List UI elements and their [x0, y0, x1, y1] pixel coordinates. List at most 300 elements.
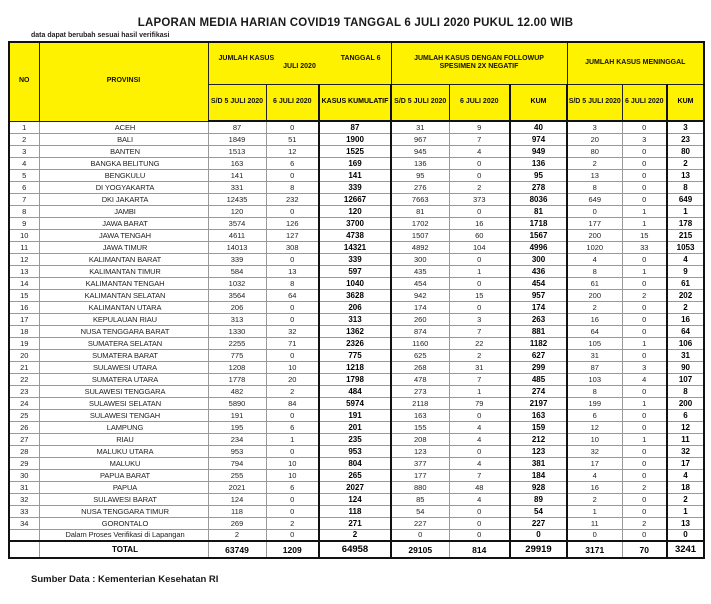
row-province: PAPUA: [39, 481, 208, 493]
row-value: 95: [510, 169, 567, 181]
row-value: 32: [266, 325, 319, 337]
col-group-jumlah-kasus: [208, 42, 391, 84]
row-value: 31: [449, 361, 510, 373]
row-value: 0: [510, 529, 567, 541]
row-value: 51: [266, 133, 319, 145]
row-value: 31: [391, 121, 449, 133]
row-value: 957: [510, 289, 567, 301]
row-value: 7663: [391, 193, 449, 205]
row-value: 4: [567, 253, 622, 265]
row-value: 0: [622, 385, 667, 397]
row-value: 61: [567, 277, 622, 289]
row-province: PAPUA BARAT: [39, 469, 208, 481]
row-value: 195: [208, 421, 266, 433]
row-value: 126: [266, 217, 319, 229]
row-value: 4: [622, 373, 667, 385]
row-value: 2: [667, 301, 704, 313]
row-value: 0: [622, 157, 667, 169]
row-value: 3: [622, 133, 667, 145]
row-value: 200: [667, 397, 704, 409]
row-value: 1: [622, 433, 667, 445]
header-group-row: [9, 42, 704, 84]
row-no: 6: [9, 181, 39, 193]
row-province: MALUKU: [39, 457, 208, 469]
row-value: 260: [391, 313, 449, 325]
row-province: KEPULAUAN RIAU: [39, 313, 208, 325]
row-value: 81: [510, 205, 567, 217]
row-value: 339: [319, 253, 391, 265]
row-value: 271: [319, 517, 391, 529]
row-value: 90: [667, 361, 704, 373]
row-value: 141: [208, 169, 266, 181]
row-value: 85: [391, 493, 449, 505]
row-no: 28: [9, 445, 39, 457]
table-body: [9, 121, 704, 558]
row-value: 3700: [319, 217, 391, 229]
row-value: 11: [667, 433, 704, 445]
row-value: 120: [208, 205, 266, 217]
row-value: 0: [622, 457, 667, 469]
row-value: 949: [510, 145, 567, 157]
row-value: 8: [567, 265, 622, 277]
row-province: SULAWESI SELATAN: [39, 397, 208, 409]
row-value: 0: [449, 253, 510, 265]
row-value: 584: [208, 265, 266, 277]
row-no: 30: [9, 469, 39, 481]
table-row: [9, 193, 704, 205]
row-value: 1: [667, 505, 704, 517]
row-value: 0: [266, 445, 319, 457]
row-value: 227: [510, 517, 567, 529]
row-value: 3: [667, 121, 704, 133]
row-value: 649: [567, 193, 622, 205]
row-province: KALIMANTAN TENGAH: [39, 277, 208, 289]
table-row: [9, 133, 704, 145]
row-value: 0: [449, 517, 510, 529]
row-province: BALI: [39, 133, 208, 145]
row-value: 155: [391, 421, 449, 433]
row-province: DKI JAKARTA: [39, 193, 208, 205]
row-value: 274: [510, 385, 567, 397]
row-value: 1849: [208, 133, 266, 145]
row-value: 32: [667, 445, 704, 457]
row-value: 15: [449, 289, 510, 301]
row-value: 191: [208, 409, 266, 421]
row-province: LAMPUNG: [39, 421, 208, 433]
row-value: 313: [208, 313, 266, 325]
row-province: KALIMANTAN TIMUR: [39, 265, 208, 277]
row-value: 874: [391, 325, 449, 337]
row-value: 2: [567, 157, 622, 169]
row-value: 928: [510, 481, 567, 493]
row-no: 1: [9, 121, 39, 133]
row-value: 2021: [208, 481, 266, 493]
total-value: 29105: [391, 541, 449, 558]
row-value: 8: [266, 181, 319, 193]
row-value: 13: [667, 169, 704, 181]
row-value: 6: [266, 421, 319, 433]
row-no: 15: [9, 289, 39, 301]
row-value: 0: [266, 169, 319, 181]
row-province: BANGKA BELITUNG: [39, 157, 208, 169]
row-value: 177: [391, 469, 449, 481]
row-value: 2326: [319, 337, 391, 349]
row-value: 4: [567, 469, 622, 481]
row-value: 0: [622, 253, 667, 265]
row-value: 478: [391, 373, 449, 385]
row-value: 17: [667, 457, 704, 469]
row-province: NUSA TENGGARA TIMUR: [39, 505, 208, 517]
row-value: 177: [567, 217, 622, 229]
row-value: 485: [510, 373, 567, 385]
table-row: [9, 469, 704, 481]
total-value: 1209: [266, 541, 319, 558]
row-value: 200: [567, 289, 622, 301]
row-value: 3: [622, 361, 667, 373]
row-value: 1: [622, 217, 667, 229]
total-label: TOTAL: [39, 541, 208, 558]
row-province: DI YOGYAKARTA: [39, 181, 208, 193]
row-value: 967: [391, 133, 449, 145]
row-province: BANTEN: [39, 145, 208, 157]
row-value: 2: [622, 517, 667, 529]
row-value: 0: [266, 301, 319, 313]
row-value: 200: [567, 229, 622, 241]
row-value: 16: [567, 313, 622, 325]
row-value: 1900: [319, 133, 391, 145]
row-value: 4996: [510, 241, 567, 253]
row-value: 11: [567, 517, 622, 529]
row-value: 5890: [208, 397, 266, 409]
row-no: 17: [9, 313, 39, 325]
row-value: 4611: [208, 229, 266, 241]
row-value: 2118: [391, 397, 449, 409]
table-row: [9, 145, 704, 157]
row-value: 942: [391, 289, 449, 301]
row-value: 13: [567, 169, 622, 181]
row-no: 20: [9, 349, 39, 361]
row-value: 0: [622, 121, 667, 133]
row-value: 105: [567, 337, 622, 349]
row-value: 2: [622, 289, 667, 301]
row-no: 14: [9, 277, 39, 289]
row-province: SUMATERA BARAT: [39, 349, 208, 361]
row-value: 20: [266, 373, 319, 385]
row-value: 0: [266, 121, 319, 133]
row-value: 17: [567, 457, 622, 469]
total-value: 70: [622, 541, 667, 558]
row-value: 169: [319, 157, 391, 169]
row-value: 14013: [208, 241, 266, 253]
row-value: 64: [567, 325, 622, 337]
row-value: 1507: [391, 229, 449, 241]
subheader-kasus-sd5: S/D 5 JULI 2020: [208, 84, 266, 121]
row-value: 9: [449, 121, 510, 133]
row-value: 2: [622, 481, 667, 493]
row-value: 0: [622, 421, 667, 433]
row-value: 0: [266, 349, 319, 361]
row-value: 0: [622, 193, 667, 205]
subheader-meninggal-kum: KUM: [667, 84, 704, 121]
row-value: 64: [266, 289, 319, 301]
source-note: Sumber Data : Kementerian Kesehatan RI: [31, 574, 219, 585]
row-value: 40: [510, 121, 567, 133]
row-value: 2: [567, 301, 622, 313]
row-value: 0: [266, 409, 319, 421]
row-value: 31: [667, 349, 704, 361]
row-value: 10: [266, 361, 319, 373]
subheader-followup-sd5: S/D 5 JULI 2020: [391, 84, 449, 121]
row-no: 19: [9, 337, 39, 349]
row-value: 313: [319, 313, 391, 325]
row-value: 0: [622, 349, 667, 361]
row-value: 206: [319, 301, 391, 313]
row-value: 174: [391, 301, 449, 313]
table-row: [9, 529, 704, 541]
row-value: 8: [667, 181, 704, 193]
col-group-meninggal: JUMLAH KASUS MENINGGAL: [567, 42, 704, 84]
row-value: 4: [667, 253, 704, 265]
row-value: 199: [567, 397, 622, 409]
table-row: [9, 157, 704, 169]
row-value: 103: [567, 373, 622, 385]
row-province: SULAWESI UTARA: [39, 361, 208, 373]
row-value: 1160: [391, 337, 449, 349]
row-no: 24: [9, 397, 39, 409]
row-value: 54: [510, 505, 567, 517]
row-value: 0: [622, 169, 667, 181]
row-value: 794: [208, 457, 266, 469]
row-value: 1: [622, 397, 667, 409]
row-province: JAWA TIMUR: [39, 241, 208, 253]
row-value: 1053: [667, 241, 704, 253]
subheader-followup-kum: KUM: [510, 84, 567, 121]
row-value: 0: [622, 469, 667, 481]
row-value: 377: [391, 457, 449, 469]
row-value: 235: [319, 433, 391, 445]
row-value: 12435: [208, 193, 266, 205]
row-value: 649: [667, 193, 704, 205]
row-value: 278: [510, 181, 567, 193]
row-value: 625: [391, 349, 449, 361]
row-province: KALIMANTAN BARAT: [39, 253, 208, 265]
row-province: SUMATERA SELATAN: [39, 337, 208, 349]
row-province: JAWA TENGAH: [39, 229, 208, 241]
row-value: 81: [391, 205, 449, 217]
row-value: 61: [667, 277, 704, 289]
table-row: [9, 361, 704, 373]
row-value: 6: [266, 157, 319, 169]
row-value: 265: [319, 469, 391, 481]
table-row: [9, 517, 704, 529]
table-row: [9, 229, 704, 241]
row-no: 5: [9, 169, 39, 181]
row-value: 373: [449, 193, 510, 205]
table-row: [9, 289, 704, 301]
row-value: 136: [391, 157, 449, 169]
row-no: 34: [9, 517, 39, 529]
table-row: [9, 217, 704, 229]
row-value: 273: [391, 385, 449, 397]
row-value: 0: [449, 409, 510, 421]
total-value: 814: [449, 541, 510, 558]
table-row: [9, 409, 704, 421]
row-value: 4: [449, 421, 510, 433]
row-value: 212: [510, 433, 567, 445]
table-row: [9, 313, 704, 325]
row-value: 201: [319, 421, 391, 433]
row-value: 268: [391, 361, 449, 373]
row-province: KALIMANTAN SELATAN: [39, 289, 208, 301]
row-value: 339: [208, 253, 266, 265]
row-value: 12: [667, 421, 704, 433]
row-value: 331: [208, 181, 266, 193]
group1-label-c: JULI 2020: [283, 63, 316, 71]
row-value: 2: [667, 157, 704, 169]
row-value: 0: [449, 169, 510, 181]
row-value: 5974: [319, 397, 391, 409]
row-value: 974: [510, 133, 567, 145]
row-no: 31: [9, 481, 39, 493]
row-value: 12667: [319, 193, 391, 205]
row-value: 4: [449, 493, 510, 505]
table-row: [9, 277, 704, 289]
row-value: 1: [266, 433, 319, 445]
row-value: 0: [449, 505, 510, 517]
row-value: 255: [208, 469, 266, 481]
row-value: 1208: [208, 361, 266, 373]
row-value: 269: [208, 517, 266, 529]
row-value: 1: [622, 265, 667, 277]
row-value: 80: [667, 145, 704, 157]
row-no: 22: [9, 373, 39, 385]
row-value: 1182: [510, 337, 567, 349]
row-value: 208: [391, 433, 449, 445]
row-value: 95: [391, 169, 449, 181]
row-value: 0: [622, 529, 667, 541]
row-value: 163: [391, 409, 449, 421]
row-no: 18: [9, 325, 39, 337]
table-row: [9, 121, 704, 133]
row-no: 23: [9, 385, 39, 397]
row-value: 1330: [208, 325, 266, 337]
row-value: 1020: [567, 241, 622, 253]
row-value: 89: [510, 493, 567, 505]
table-row: [9, 181, 704, 193]
row-value: 124: [208, 493, 266, 505]
row-no: 25: [9, 409, 39, 421]
row-value: 1: [622, 337, 667, 349]
row-value: 4: [449, 433, 510, 445]
total-row: [9, 541, 704, 558]
row-value: 234: [208, 433, 266, 445]
subheader-meninggal-6juli: 6 JULI 2020: [622, 84, 667, 121]
row-value: 2: [449, 181, 510, 193]
row-province: JAWA BARAT: [39, 217, 208, 229]
subheader-meninggal-sd5: S/D 5 JULI 2020: [567, 84, 622, 121]
total-value: 64958: [319, 541, 391, 558]
row-value: 0: [391, 529, 449, 541]
row-value: 227: [391, 517, 449, 529]
row-value: 3628: [319, 289, 391, 301]
row-value: 0: [449, 205, 510, 217]
row-no: 27: [9, 433, 39, 445]
row-no: [9, 529, 39, 541]
row-value: 1: [567, 505, 622, 517]
row-value: 178: [667, 217, 704, 229]
row-value: 163: [208, 157, 266, 169]
row-value: 15: [622, 229, 667, 241]
table-row: [9, 505, 704, 517]
row-value: 2: [567, 493, 622, 505]
row-value: 8: [567, 385, 622, 397]
row-no: 26: [9, 421, 39, 433]
row-value: 1: [449, 265, 510, 277]
row-value: 0: [622, 409, 667, 421]
table-row: [9, 385, 704, 397]
row-no: 16: [9, 301, 39, 313]
row-no: 21: [9, 361, 39, 373]
row-value: 60: [449, 229, 510, 241]
row-value: 953: [208, 445, 266, 457]
row-no: 2: [9, 133, 39, 145]
row-value: 2197: [510, 397, 567, 409]
row-province: SUMATERA UTARA: [39, 373, 208, 385]
table-row: [9, 253, 704, 265]
row-value: 87: [319, 121, 391, 133]
col-header-no: NO: [9, 42, 39, 121]
table-row: [9, 337, 704, 349]
row-value: 8036: [510, 193, 567, 205]
row-value: 484: [319, 385, 391, 397]
row-province: RIAU: [39, 433, 208, 445]
row-value: 123: [391, 445, 449, 457]
row-value: 435: [391, 265, 449, 277]
row-value: 2255: [208, 337, 266, 349]
row-value: 7: [449, 325, 510, 337]
row-value: 6: [266, 481, 319, 493]
row-value: 3574: [208, 217, 266, 229]
total-value: 3171: [567, 541, 622, 558]
row-no: 33: [9, 505, 39, 517]
row-value: 79: [449, 397, 510, 409]
subheader-kasus-6juli: 6 JULI 2020: [266, 84, 319, 121]
total-no: [9, 541, 39, 558]
row-value: 7: [449, 373, 510, 385]
row-value: 8: [667, 385, 704, 397]
row-value: 3: [449, 313, 510, 325]
row-no: 10: [9, 229, 39, 241]
row-value: 1778: [208, 373, 266, 385]
row-no: 29: [9, 457, 39, 469]
row-value: 454: [391, 277, 449, 289]
table-row: [9, 481, 704, 493]
row-value: 8: [567, 181, 622, 193]
row-value: 80: [567, 145, 622, 157]
table-row: [9, 301, 704, 313]
row-value: 10: [266, 469, 319, 481]
row-value: 106: [667, 337, 704, 349]
row-value: 174: [510, 301, 567, 313]
row-value: 0: [266, 313, 319, 325]
row-value: 0: [449, 157, 510, 169]
row-no: 3: [9, 145, 39, 157]
row-value: 6: [667, 409, 704, 421]
group1-label-b: TANGGAL 6: [340, 54, 381, 62]
row-province: SULAWESI TENGGARA: [39, 385, 208, 397]
row-value: 7: [449, 469, 510, 481]
total-value: 3241: [667, 541, 704, 558]
